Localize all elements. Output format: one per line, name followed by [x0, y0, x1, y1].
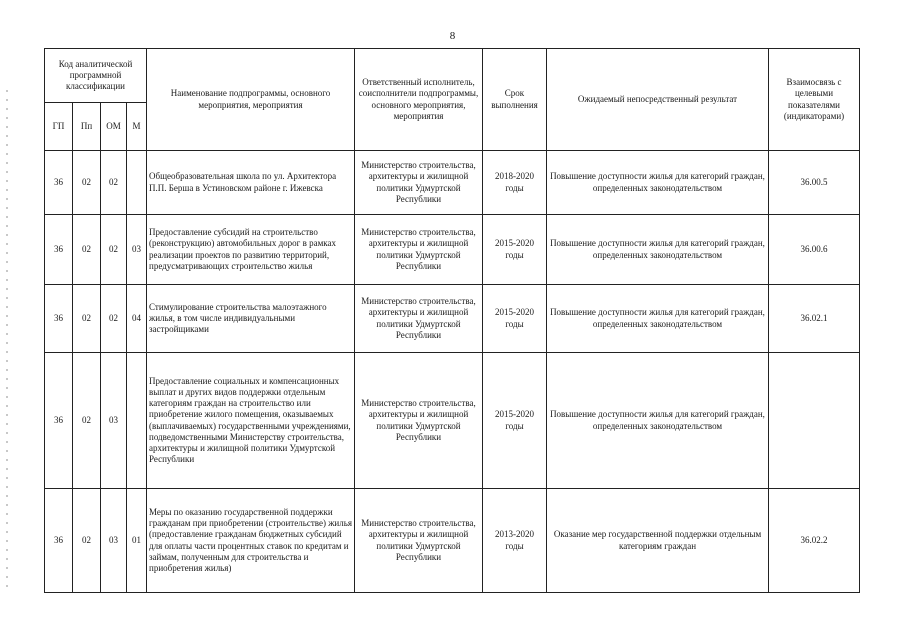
cell-name: Стимулирование строительства малоэтажного жилья, в том числе индивидуальными застройщиками: [147, 285, 355, 353]
cell-gp: 36: [45, 285, 73, 353]
table-row: [45, 489, 860, 593]
executor-column-header: Ответственный исполнитель, соисполнители подпрограммы, основного мероприятия, мероприятия: [355, 49, 483, 151]
table-row: [45, 353, 860, 489]
cell-result: Повышение доступности жилья для категорий граждан, определенных законодательством: [547, 215, 769, 285]
code-header-pp: Пп: [73, 103, 101, 151]
header-row-top: [45, 49, 860, 103]
cell-pp: 02: [73, 489, 101, 593]
cell-indicator: [769, 353, 860, 489]
cell-name: Предоставление социальных и компенсационных выплат и других видов поддержки отдельным категориям граждан на строительство или приобретение жилого помещения, оказываемых (выплачиваемых) государственными учреждениями, подведомственными Министерству строительства, архитектуры и жилищной политики Удмуртской Республики: [147, 353, 355, 489]
cell-gp: 36: [45, 215, 73, 285]
page-number: 8: [449, 30, 456, 42]
cell-om: 02: [101, 151, 127, 215]
code-group-header: Код аналитической программной классификации: [45, 49, 147, 103]
cell-om: 03: [101, 353, 127, 489]
scan-margin-marks: [6, 90, 8, 590]
cell-om: 02: [101, 285, 127, 353]
program-table: [44, 48, 860, 593]
cell-m: [127, 353, 147, 489]
cell-name: Предоставление субсидий на строительство (реконструкцию) автомобильных дорог в рамках реализации проектов по развитию территорий, предусматривающих строительство жилья: [147, 215, 355, 285]
indicator-column-header: Взаимосвязь с целевыми показателями (индикаторами): [769, 49, 860, 151]
result-column-header: Ожидаемый непосредственный результат: [547, 49, 769, 151]
cell-m: [127, 151, 147, 215]
cell-m: 04: [127, 285, 147, 353]
term-column-header: Срок выполнения: [483, 49, 547, 151]
code-header-om: ОМ: [101, 103, 127, 151]
cell-result: Повышение доступности жилья для категорий граждан, определенных законодательством: [547, 353, 769, 489]
table-row: [45, 215, 860, 285]
cell-term: 2015-2020 годы: [483, 353, 547, 489]
cell-pp: 02: [73, 215, 101, 285]
cell-term: 2015-2020 годы: [483, 215, 547, 285]
cell-result: Повышение доступности жилья для категорий граждан, определенных законодательством: [547, 285, 769, 353]
cell-indicator: 36.02.1: [769, 285, 860, 353]
cell-executor: Министерство строительства, архитектуры и жилищной политики Удмуртской Республики: [355, 489, 483, 593]
cell-executor: Министерство строительства, архитектуры и жилищной политики Удмуртской Республики: [355, 285, 483, 353]
cell-name: Меры по оказанию государственной поддержки гражданам при приобретении (строительстве) жилья (предоставление гражданам бюджетных субсидий для оплаты части процентных ставок по кредитам и займам, полученным для строительства и приобретения жилья): [147, 489, 355, 593]
cell-executor: Министерство строительства, архитектуры и жилищной политики Удмуртской Республики: [355, 151, 483, 215]
code-header-gp: ГП: [45, 103, 73, 151]
cell-indicator: 36.02.2: [769, 489, 860, 593]
cell-om: 03: [101, 489, 127, 593]
cell-executor: Министерство строительства, архитектуры и жилищной политики Удмуртской Республики: [355, 353, 483, 489]
table-row: [45, 285, 860, 353]
cell-name: Общеобразовательная школа по ул. Архитектора П.П. Берша в Устиновском районе г. Ижевска: [147, 151, 355, 215]
cell-m: 01: [127, 489, 147, 593]
cell-om: 02: [101, 215, 127, 285]
cell-gp: 36: [45, 151, 73, 215]
cell-pp: 02: [73, 151, 101, 215]
cell-result: Оказание мер государственной поддержки отдельным категориям граждан: [547, 489, 769, 593]
cell-term: 2015-2020 годы: [483, 285, 547, 353]
cell-indicator: 36.00.5: [769, 151, 860, 215]
table-row: [45, 151, 860, 215]
code-header-m: М: [127, 103, 147, 151]
cell-term: 2013-2020 годы: [483, 489, 547, 593]
cell-pp: 02: [73, 353, 101, 489]
cell-m: 03: [127, 215, 147, 285]
cell-gp: 36: [45, 353, 73, 489]
cell-executor: Министерство строительства, архитектуры и жилищной политики Удмуртской Республики: [355, 215, 483, 285]
cell-indicator: 36.00.6: [769, 215, 860, 285]
cell-pp: 02: [73, 285, 101, 353]
cell-term: 2018-2020 годы: [483, 151, 547, 215]
cell-gp: 36: [45, 489, 73, 593]
name-column-header: Наименование подпрограммы, основного мероприятия, мероприятия: [147, 49, 355, 151]
cell-result: Повышение доступности жилья для категорий граждан, определенных законодательством: [547, 151, 769, 215]
